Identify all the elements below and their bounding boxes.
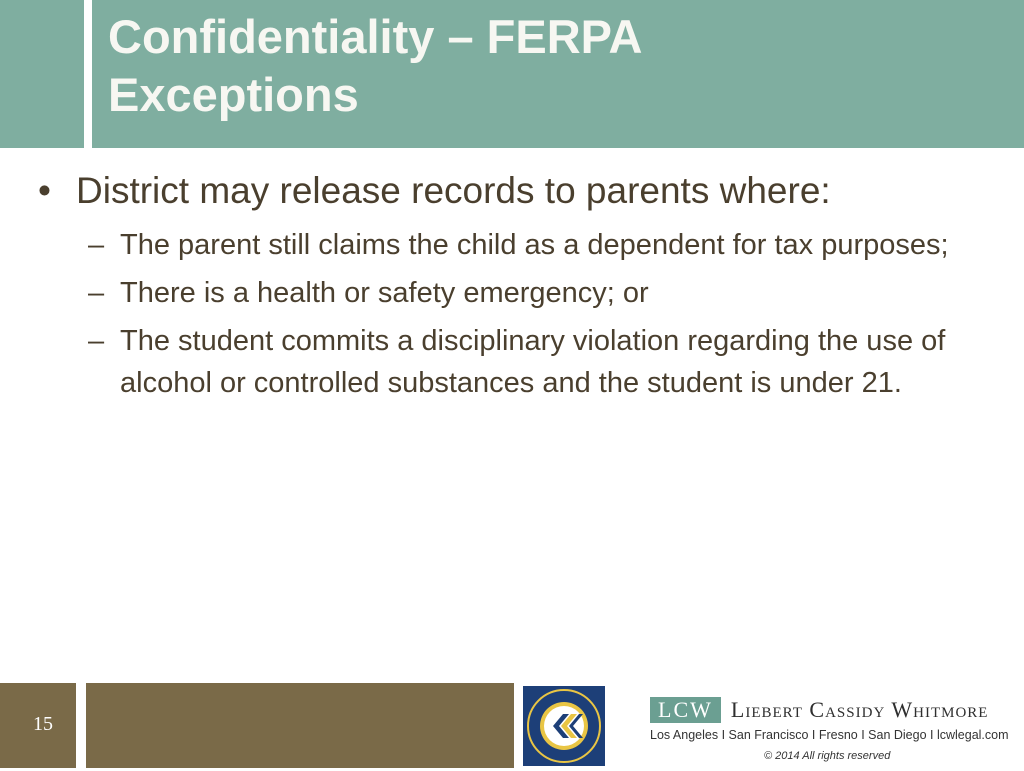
sub-bullet (88, 224, 978, 266)
sub-bullet-text: The parent still claims the child as a dependent for tax purposes; (120, 229, 949, 261)
main-bullet-text: District may release records to parents where: (76, 170, 831, 211)
slide-title: Confidentiality – FERPA Exceptions (108, 10, 643, 121)
title-band-left-block (0, 0, 84, 148)
lcw-abbrev: LCW (650, 697, 721, 723)
sub-bullet-text: The student commits a disciplinary violation regarding the use of alcohol or controlled substances and the student is under 21. (120, 325, 946, 399)
dash-mark: – (88, 277, 105, 309)
slide-content (38, 168, 978, 410)
dash-mark: – (88, 229, 105, 261)
sub-bullet (88, 320, 978, 404)
sub-bullet-text: There is a health or safety emergency; or (120, 277, 649, 309)
firm-name: Liebert Cassidy Whitmore (730, 697, 989, 722)
college-seal-icon (523, 686, 605, 766)
main-bullet (38, 168, 978, 214)
title-band (0, 0, 1024, 148)
footer-divider (76, 683, 86, 768)
title-band-divider (84, 0, 92, 148)
bullet-mark: • (38, 170, 51, 211)
page-number: 15 (33, 713, 53, 735)
dash-mark: – (88, 325, 105, 357)
sub-bullet (88, 272, 978, 314)
copyright-notice: © 2014 All rights reserved (764, 750, 891, 762)
lcw-logo (650, 697, 988, 723)
office-locations: Los Angeles I San Francisco I Fresno I San Diego I lcwlegal.com (650, 728, 1009, 742)
